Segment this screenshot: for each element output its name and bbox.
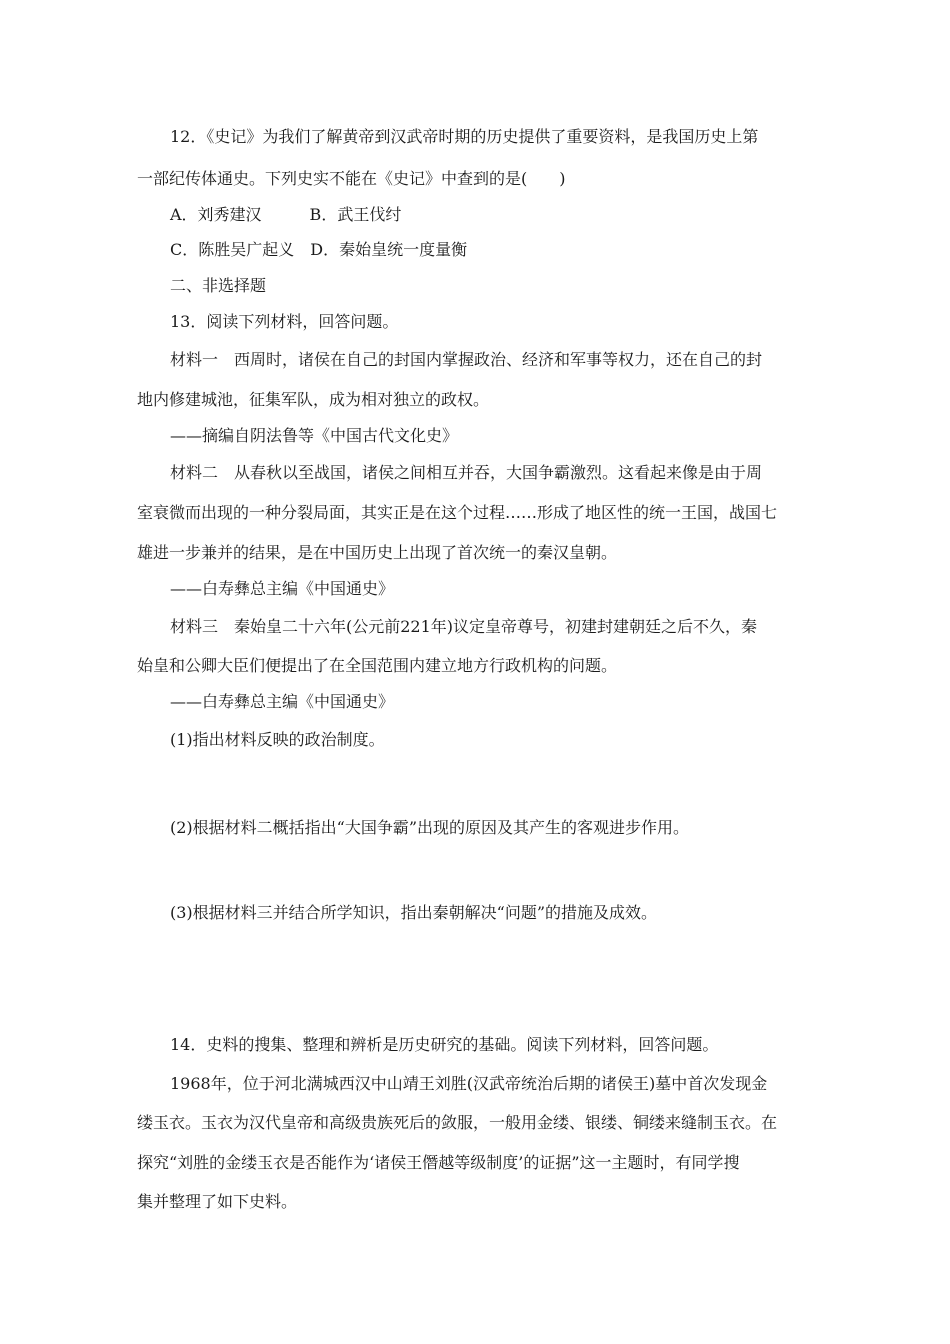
q14-paragraph-line-2: 缕玉衣。玉衣为汉代皇帝和高级贵族死后的敛服，一般用金缕、银缕、铜缕来缝制玉衣。在 (137, 1113, 778, 1132)
q13-material-2-line-1: 材料二 从春秋以至战国，诸侯之间相互并吞，大国争霸激烈。这看起来像是由于周 (170, 463, 763, 482)
q13-stem: 13．阅读下列材料，回答问题。 (170, 312, 399, 331)
q12-line-2: 一部纪传体通史。下列史实不能在《史记》中查到的是( ) (137, 169, 566, 188)
q14-stem: 14．史料的搜集、整理和辨析是历史研究的基础。阅读下列材料，回答问题。 (170, 1035, 719, 1054)
q13-material-1-line-2: 地内修建城池，征集军队，成为相对独立的政权。 (137, 390, 490, 409)
section-heading: 二、非选择题 (170, 276, 267, 295)
q12-option-cd: C．陈胜吴广起义 D．秦始皇统一度量衡 (170, 240, 468, 259)
q14-paragraph-line-4: 集并整理了如下史料。 (137, 1192, 298, 1211)
q13-sub-question-2: (2)根据材料二概括指出“大国争霸”出现的原因及其产生的客观进步作用。 (170, 818, 690, 837)
q12-option-ab: A．刘秀建汉 B．武王伐纣 (170, 205, 402, 224)
q13-sub-question-3: (3)根据材料三并结合所学知识，指出秦朝解决“问题”的措施及成效。 (170, 903, 658, 922)
q12-line-1: 12．《史记》为我们了解黄帝到汉武帝时期的历史提供了重要资料，是我国历史上第 (170, 127, 759, 146)
q13-material-2-line-3: 雄进一步兼并的结果，是在中国历史上出现了首次统一的秦汉皇朝。 (137, 543, 618, 562)
q13-material-1-source: ——摘编自阴法鲁等《中国古代文化史》 (170, 426, 459, 445)
q14-paragraph-line-1: 1968年，位于河北满城西汉中山靖王刘胜(汉武帝统治后期的诸侯王)墓中首次发现金 (170, 1074, 768, 1093)
q13-material-3-line-1: 材料三 秦始皇二十六年(公元前221年)议定皇帝尊号，初建封建朝廷之后不久，秦 (170, 617, 758, 636)
q13-material-2-source: ——白寿彝总主编《中国通史》 (170, 579, 395, 598)
q14-paragraph-line-3: 探究“刘胜的金缕玉衣是否能作为‘诸侯王僭越等级制度’的证据”这一主题时，有同学搜 (137, 1153, 740, 1172)
q13-sub-question-1: (1)指出材料反映的政治制度。 (170, 730, 385, 749)
q13-material-2-line-2: 室衰微而出现的一种分裂局面，其实正是在这个过程……形成了地区性的统一王国，战国七 (137, 503, 778, 522)
q13-material-3-source: ——白寿彝总主编《中国通史》 (170, 692, 395, 711)
q13-material-1-line-1: 材料一 西周时，诸侯在自己的封国内掌握政治、经济和军事等权力，还在自己的封 (170, 350, 763, 369)
q13-material-3-line-2: 始皇和公卿大臣们便提出了在全国范围内建立地方行政机构的问题。 (137, 656, 618, 675)
